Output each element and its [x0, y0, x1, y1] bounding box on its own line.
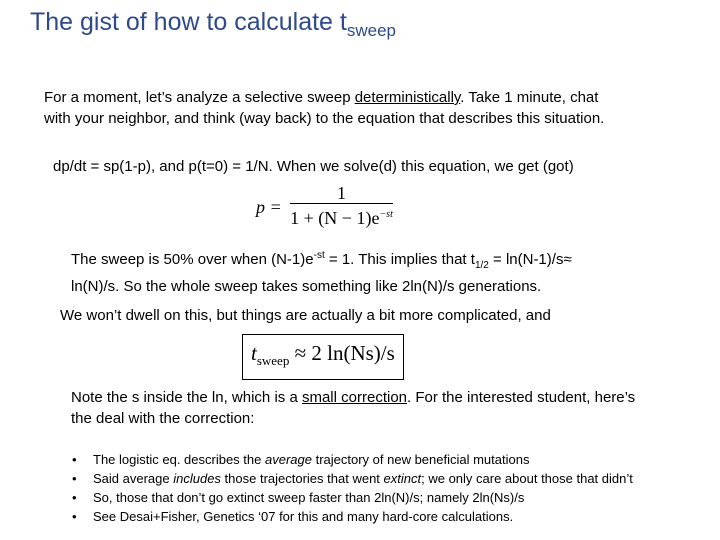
bullet-item: • See Desai+Fisher, Genetics ‘07 for this and many hard-core calculations.	[72, 507, 633, 526]
paragraph-half-sweep: The sweep is 50% over when $(N-1)e^{-st} = 1$. This implies that $t_{1/2} = \ln(N-1)/s\approx$ ln(N)/s. So the whole sweep takes something like 2ln(N)/s generations.	[71, 250, 572, 295]
deterministically-underlined: deterministically	[354, 89, 461, 106]
logistic-solution-equation: p = $\frac{1}{1 + (N - 1)e^{-st}}$	[256, 183, 393, 228]
bullet-item: • So, those that don’t go extinct sweep faster than 2ln(N)/s; namely 2ln(Ns)/s	[72, 488, 633, 507]
small-correction-underlined: small correction	[301, 389, 407, 406]
paragraph-correction-note: Note the s inside the ln, which is a small correction. For the interested student, here’s the deal with the correction:	[71, 389, 636, 427]
tsweep-approx-equation: $t_{sweep} \approx 2$ ln(Ns)/s	[242, 334, 404, 380]
paragraph-intro: For a moment, let’s analyze a selective sweep deterministically. Take 1 minute, chat with your neighbor, and think (way back) to the equation that describes this situation.	[44, 89, 605, 127]
differential-equation-text: dp/dt = sp(1-p), and p(t=0) = 1/N. When we solve(d) this equation, we get (got)	[53, 158, 574, 175]
bullet-item: • The logistic eq. describes the average trajectory of new beneficial mutations	[72, 450, 633, 469]
paragraph-complication: We won’t dwell on this, but things are actually a bit more complicated, and	[60, 307, 551, 324]
correction-bullet-list	[72, 450, 633, 526]
slide-title: The gist of how to calculate $t_{sweep}$	[30, 8, 396, 40]
bullet-item: • Said average includes those trajectories that went extinct; we only care about those that didn’t	[72, 469, 633, 488]
